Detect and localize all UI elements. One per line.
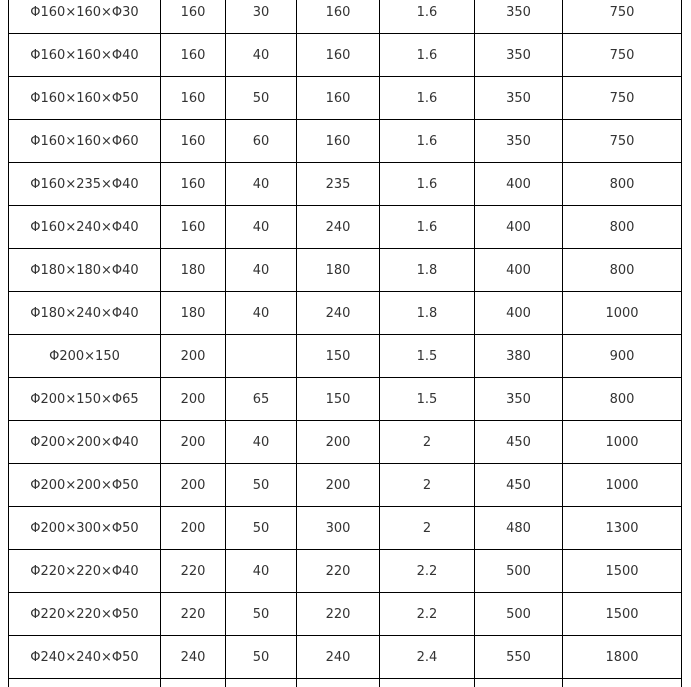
table-row: [9, 507, 682, 550]
value-cell: 40: [226, 34, 297, 77]
value-cell: 350: [475, 120, 563, 163]
model-cell: Φ160×235×Φ40: [9, 163, 161, 206]
model-cell: Φ160×160×Φ60: [9, 120, 161, 163]
value-cell: 500: [475, 550, 563, 593]
value-cell: 150: [297, 335, 380, 378]
value-cell: 60: [226, 120, 297, 163]
table-row: [9, 421, 682, 464]
value-cell: 220: [161, 593, 226, 636]
value-cell: 160: [161, 206, 226, 249]
value-cell: 350: [475, 378, 563, 421]
value-cell: 350: [475, 77, 563, 120]
value-cell: 200: [161, 335, 226, 378]
table-row: [9, 77, 682, 120]
value-cell: 200: [297, 421, 380, 464]
value-cell: 40: [226, 292, 297, 335]
value-cell: 30: [226, 0, 297, 34]
value-cell: 240: [161, 636, 226, 679]
value-cell: 1.8: [380, 292, 475, 335]
value-cell: [380, 679, 475, 687]
value-cell: 160: [161, 77, 226, 120]
model-cell: Φ200×200×Φ50: [9, 464, 161, 507]
value-cell: 800: [563, 378, 682, 421]
value-cell: 180: [161, 292, 226, 335]
value-cell: 1000: [563, 421, 682, 464]
value-cell: 160: [297, 34, 380, 77]
value-cell: 200: [161, 507, 226, 550]
spec-table-body: [9, 0, 682, 687]
table-row: [9, 464, 682, 507]
value-cell: 350: [475, 34, 563, 77]
value-cell: 1.6: [380, 0, 475, 34]
value-cell: 1.6: [380, 77, 475, 120]
spec-table: [8, 0, 682, 687]
table-row: [9, 34, 682, 77]
value-cell: 750: [563, 120, 682, 163]
value-cell: 1.6: [380, 34, 475, 77]
value-cell: 480: [475, 507, 563, 550]
value-cell: 200: [161, 464, 226, 507]
value-cell: 40: [226, 550, 297, 593]
value-cell: 450: [475, 464, 563, 507]
value-cell: 750: [563, 77, 682, 120]
value-cell: 200: [161, 421, 226, 464]
value-cell: 550: [475, 636, 563, 679]
value-cell: 180: [297, 249, 380, 292]
value-cell: 235: [297, 163, 380, 206]
value-cell: 160: [297, 77, 380, 120]
value-cell: 1.5: [380, 335, 475, 378]
value-cell: [161, 679, 226, 687]
value-cell: 380: [475, 335, 563, 378]
value-cell: 160: [297, 120, 380, 163]
value-cell: 400: [475, 163, 563, 206]
value-cell: 350: [475, 0, 563, 34]
model-cell: Φ200×200×Φ40: [9, 421, 161, 464]
value-cell: 1.6: [380, 206, 475, 249]
value-cell: 900: [563, 335, 682, 378]
value-cell: 160: [161, 34, 226, 77]
value-cell: 160: [297, 0, 380, 34]
table-row: [9, 593, 682, 636]
table-row: [9, 120, 682, 163]
value-cell: 800: [563, 163, 682, 206]
value-cell: 200: [297, 464, 380, 507]
value-cell: 1.6: [380, 120, 475, 163]
value-cell: 50: [226, 507, 297, 550]
value-cell: 1000: [563, 292, 682, 335]
value-cell: 50: [226, 77, 297, 120]
value-cell: 160: [161, 163, 226, 206]
value-cell: 1800: [563, 636, 682, 679]
value-cell: 200: [161, 378, 226, 421]
table-row: [9, 249, 682, 292]
model-cell: Φ180×180×Φ40: [9, 249, 161, 292]
value-cell: 2.2: [380, 550, 475, 593]
value-cell: 2: [380, 464, 475, 507]
value-cell: 400: [475, 292, 563, 335]
model-cell: Φ200×150: [9, 335, 161, 378]
value-cell: 300: [297, 507, 380, 550]
value-cell: 160: [161, 120, 226, 163]
value-cell: 2: [380, 507, 475, 550]
value-cell: [475, 679, 563, 687]
value-cell: 50: [226, 593, 297, 636]
model-cell: Φ240×240×Φ50: [9, 636, 161, 679]
table-row: [9, 163, 682, 206]
value-cell: 150: [297, 378, 380, 421]
value-cell: 800: [563, 206, 682, 249]
model-cell: Φ200×300×Φ50: [9, 507, 161, 550]
value-cell: 400: [475, 249, 563, 292]
value-cell: 50: [226, 636, 297, 679]
table-row: [9, 0, 682, 34]
table-row: [9, 292, 682, 335]
value-cell: 220: [297, 550, 380, 593]
table-row: [9, 378, 682, 421]
model-cell: Φ160×160×Φ40: [9, 34, 161, 77]
model-cell: Φ160×160×Φ30: [9, 0, 161, 34]
value-cell: 2.2: [380, 593, 475, 636]
value-cell: 160: [161, 0, 226, 34]
table-row: [9, 550, 682, 593]
value-cell: 40: [226, 206, 297, 249]
value-cell: 2: [380, 421, 475, 464]
value-cell: [563, 679, 682, 687]
table-row: [9, 206, 682, 249]
value-cell: 1300: [563, 507, 682, 550]
value-cell: 240: [297, 636, 380, 679]
value-cell: [226, 335, 297, 378]
value-cell: 1.5: [380, 378, 475, 421]
value-cell: 220: [297, 593, 380, 636]
value-cell: 1500: [563, 550, 682, 593]
model-cell: Φ200×150×Φ65: [9, 378, 161, 421]
value-cell: [226, 679, 297, 687]
model-cell: Φ180×240×Φ40: [9, 292, 161, 335]
table-row: [9, 335, 682, 378]
value-cell: 40: [226, 163, 297, 206]
value-cell: 1500: [563, 593, 682, 636]
table-row: [9, 679, 682, 687]
value-cell: 450: [475, 421, 563, 464]
value-cell: 750: [563, 0, 682, 34]
value-cell: 50: [226, 464, 297, 507]
value-cell: [297, 679, 380, 687]
value-cell: 180: [161, 249, 226, 292]
model-cell: Φ160×240×Φ40: [9, 206, 161, 249]
value-cell: 40: [226, 421, 297, 464]
model-cell: Φ220×220×Φ40: [9, 550, 161, 593]
value-cell: 240: [297, 206, 380, 249]
value-cell: 1000: [563, 464, 682, 507]
model-cell: [9, 679, 161, 687]
value-cell: 65: [226, 378, 297, 421]
value-cell: 750: [563, 34, 682, 77]
value-cell: 40: [226, 249, 297, 292]
value-cell: 800: [563, 249, 682, 292]
value-cell: 500: [475, 593, 563, 636]
value-cell: 220: [161, 550, 226, 593]
value-cell: 2.4: [380, 636, 475, 679]
table-row: [9, 636, 682, 679]
model-cell: Φ220×220×Φ50: [9, 593, 161, 636]
value-cell: 1.8: [380, 249, 475, 292]
model-cell: Φ160×160×Φ50: [9, 77, 161, 120]
value-cell: 1.6: [380, 163, 475, 206]
value-cell: 240: [297, 292, 380, 335]
value-cell: 400: [475, 206, 563, 249]
